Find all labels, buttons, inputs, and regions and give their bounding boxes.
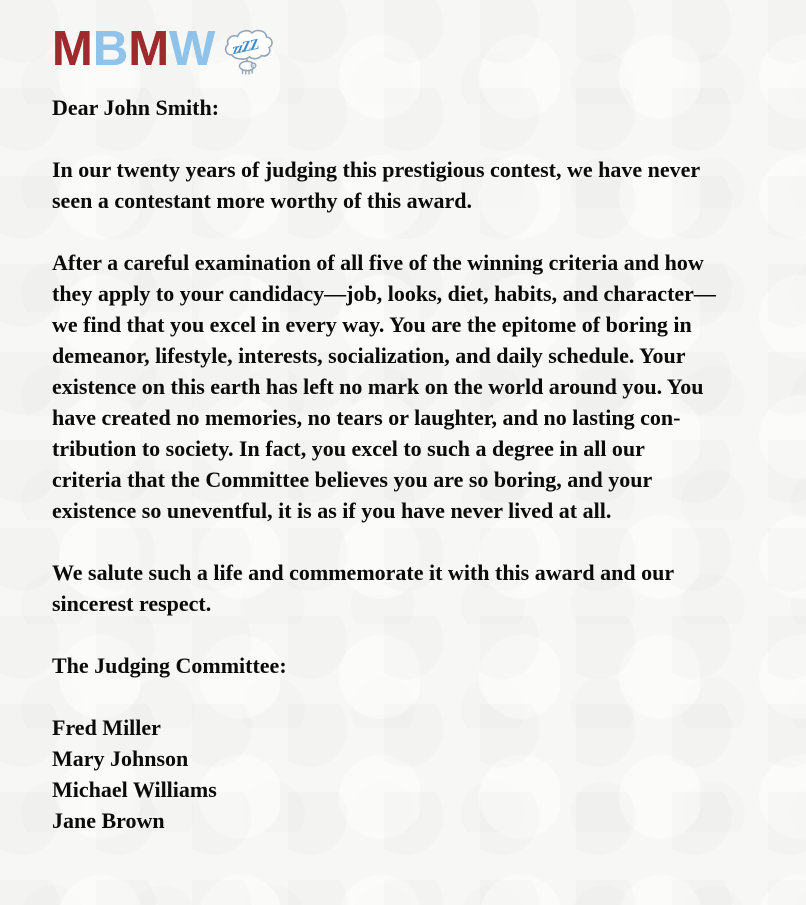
signature-name-4: Jane Brown bbox=[52, 808, 165, 833]
sheep-figure bbox=[240, 59, 256, 74]
signature-name-2: Mary Johnson bbox=[52, 746, 189, 771]
signature-block bbox=[52, 712, 718, 836]
logo-letter-m2: M bbox=[128, 22, 170, 76]
letter-body bbox=[52, 92, 718, 836]
sleeping-sheep-zzz-icon bbox=[221, 28, 273, 76]
zzz-text: zzZZ bbox=[231, 36, 261, 58]
logo-letter-m1: M bbox=[52, 22, 93, 76]
logo-letter-w: W bbox=[169, 22, 216, 76]
signature-name-1: Fred Miller bbox=[52, 715, 161, 740]
closing: The Judging Committee: bbox=[52, 653, 287, 678]
logo-wordmark bbox=[52, 22, 216, 76]
salutation: Dear John Smith: bbox=[52, 95, 220, 120]
logo bbox=[52, 22, 806, 78]
logo-letter-b: B bbox=[92, 22, 129, 76]
paragraph-criteria: After a careful examination of all five of the winning criteria and how they apply to your candidacy—job, looks, diet, habits, and character—we find that you excel in every way. You are the epitome of boring in demeanor, lifestyle, interests, socialization, and daily schedule. Your existence on this earth has left no mark on the world around you. You have created no memories, no tears or laughter, and no lasting contribution to society. In fact, you excel to such a degree in all our criteria that the Committee believes you are so boring, and your existence so uneventful, it is as if you have never lived at all. bbox=[52, 250, 716, 523]
signature-name-3: Michael Williams bbox=[52, 777, 217, 802]
paragraph-salute: We salute such a life and commemorate it with this award and our sincerest respect. bbox=[52, 560, 674, 616]
paragraph-intro: In our twenty years of judging this prestigious contest, we have never seen a contestant more worthy of this award. bbox=[52, 157, 700, 213]
